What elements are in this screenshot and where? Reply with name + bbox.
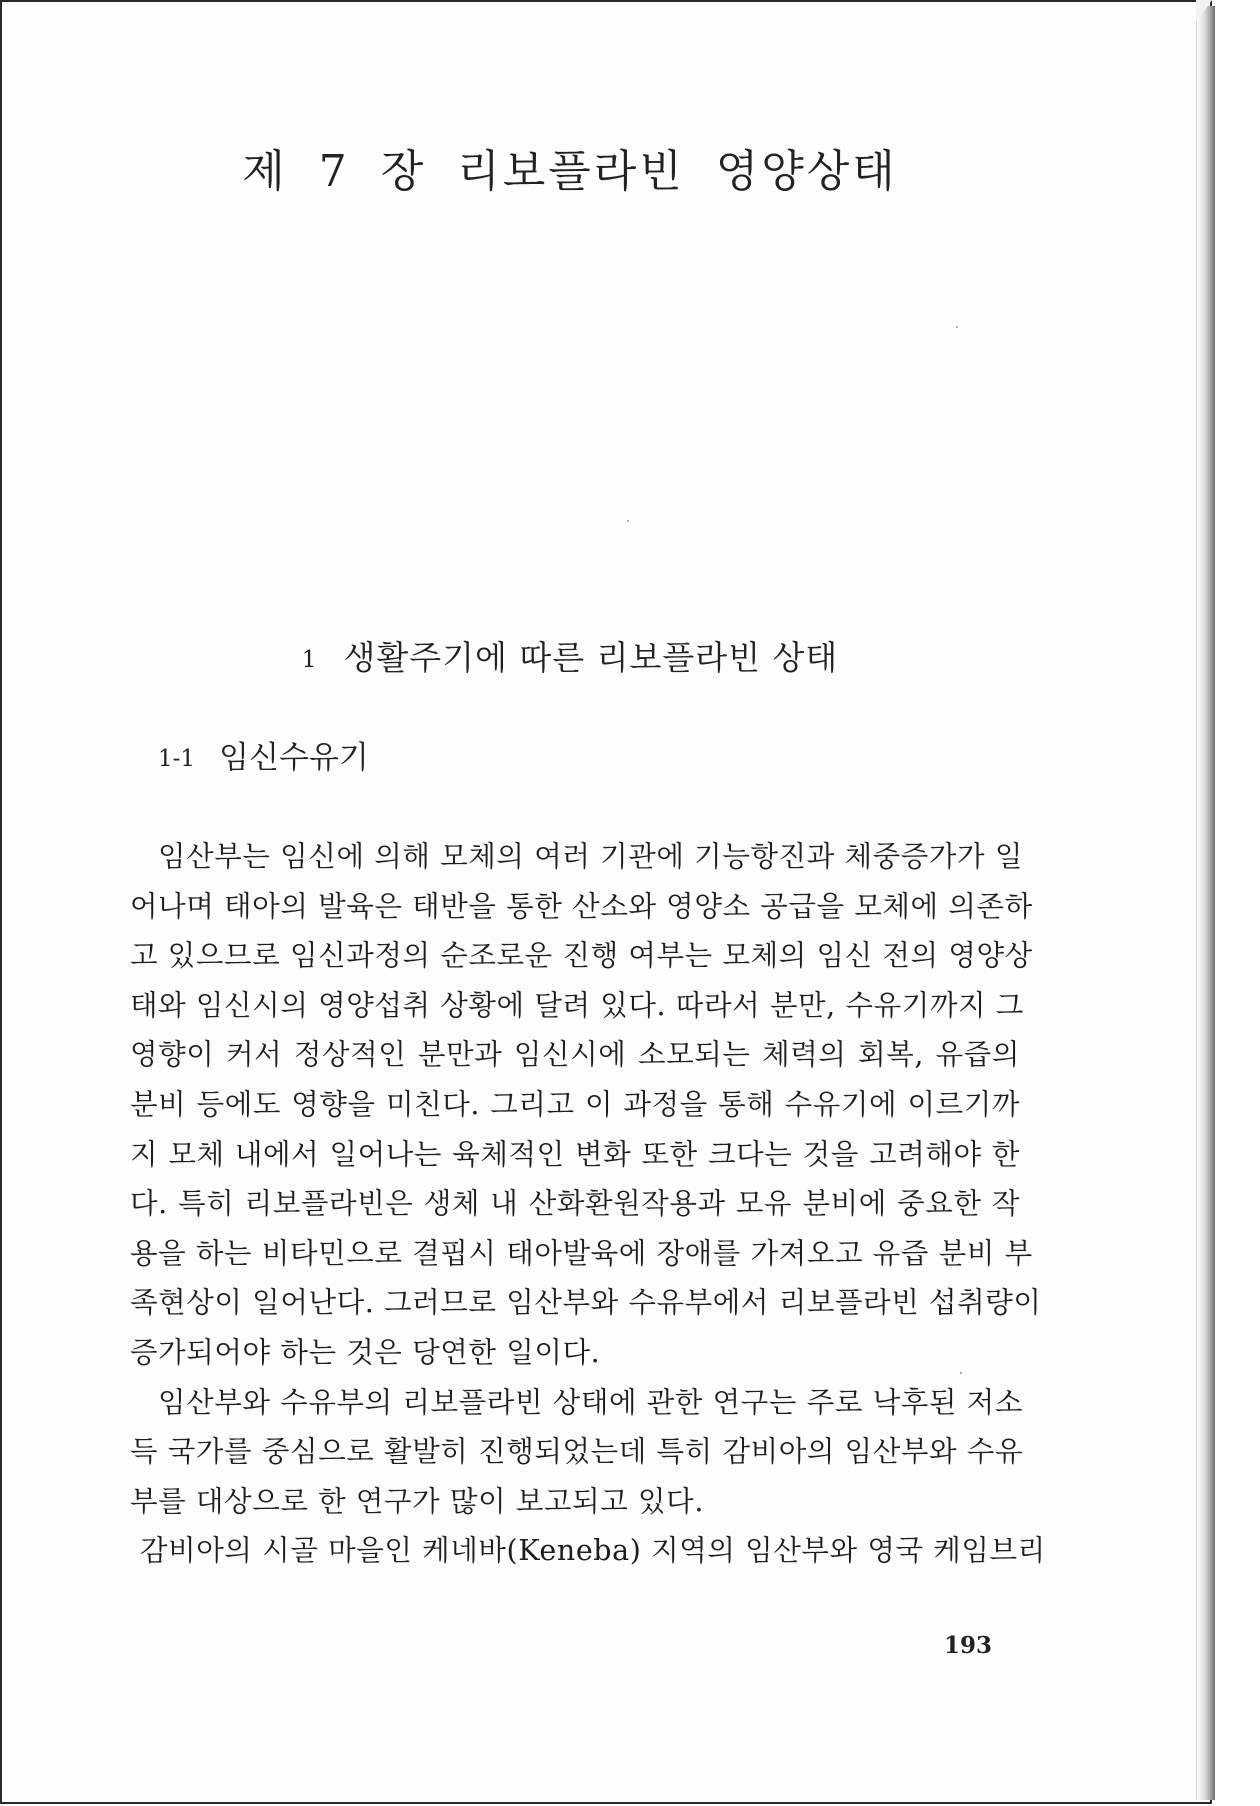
text-line: 영향이 커서 정상적인 분만과 임신시에 소모되는 체력의 회복, 유즙의 [130,1038,1020,1072]
section-number: 1 [301,647,318,673]
scan-speck [627,520,629,522]
text-line: 고 있으므로 임신과정의 순조로운 진행 여부는 모체의 임신 전의 영양상 [130,939,1033,973]
text-line: 감비아의 시골 마을인 케네바(Keneba) 지역의 임산부와 영국 케임브리 [140,1534,1046,1568]
text-line: 임산부와 수유부의 리보플라빈 상태에 관한 연구는 주로 낙후된 저소 [158,1385,1023,1419]
section-title: 생활주기에 따른 리보플라빈 상태 [343,638,839,677]
text-line: 용을 하는 비타민으로 결핍시 태아발육에 장애를 가져오고 유즙 분비 부 [130,1236,1033,1270]
page-corner-fold [1196,0,1212,22]
text-line: 증가되어야 하는 것은 당연한 일이다. [130,1335,601,1369]
text-line: 득 국가를 중심으로 활발히 진행되었는데 특히 감비아의 임산부와 수유 [130,1435,1024,1469]
text-line: 태와 임신시의 영양섭취 상황에 달려 있다. 따라서 분만, 수유기까지 그 [130,988,1024,1022]
text-line: 다. 특히 리보플라빈은 생체 내 산화환원작용과 모유 분비에 중요한 작 [130,1187,1020,1221]
page-number: 193 [944,1632,993,1659]
scan-speck [960,1372,962,1374]
subsection-number: 1-1 [158,746,196,772]
section-heading [0,632,1140,679]
text-line: 분비 등에도 영향을 미친다. 그리고 이 과정을 통해 수유기에 이르기까 [130,1087,1020,1121]
text-line: 족현상이 일어난다. 그러므로 임산부와 수유부에서 리보플라빈 섭취량이 [130,1286,1042,1320]
text-line: 지 모체 내에서 일어나는 육체적인 변화 또한 크다는 것을 고려해야 한 [130,1137,1020,1171]
text-line: 어나며 태아의 발육은 태반을 통한 산소와 영양소 공급을 모체에 의존하 [130,889,1033,923]
page-curl-edge [1196,6,1215,1800]
chapter-title: 제 7 장 리보플라빈 영양상태 [242,146,898,197]
subsection-title: 임신수유기 [219,740,369,776]
scan-speck [956,326,958,328]
body-text [130,832,1046,1576]
subsection-heading [158,732,369,777]
text-line: 부를 대상으로 한 연구가 많이 보고되고 있다. [130,1484,704,1518]
text-line: 임산부는 임신에 의해 모체의 여러 기관에 기능항진과 체중증가가 일 [158,840,1023,873]
